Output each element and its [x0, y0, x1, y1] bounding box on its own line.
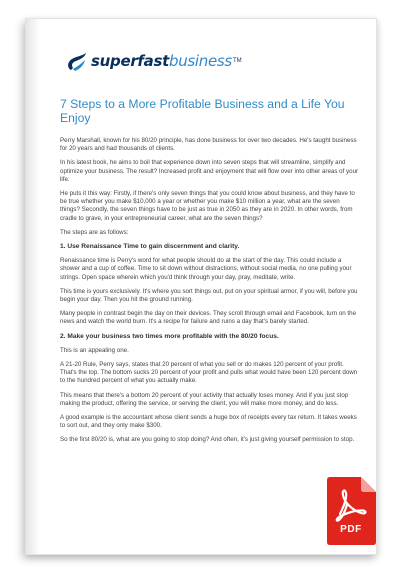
paragraph: So the first 80/20 is, what are you going to stop doing? And often, it's just giving yourself permission to stop.: [60, 436, 355, 444]
logo-wordmark-business: business: [168, 52, 232, 70]
logo-trademark: TM: [232, 58, 242, 64]
document-title: 7 Steps to a More Profitable Business and a Life You Enjoy: [60, 97, 345, 125]
paragraph: Perry Marshall, known for his 80/20 principle, has done business for over two decades. He's taught business for 20 years and had thousands of clients.: [60, 137, 357, 153]
paragraph: In his latest book, he aims to boil that experience down into seven steps that will streamline, simplify and optimize your business. The result? Increased profit and enjoyment that will flow over into other areas of your life.: [60, 159, 359, 183]
logo-wordmark: [91, 52, 232, 70]
pdf-download-badge[interactable]: [323, 476, 379, 546]
paragraph: A good example is the accountant whose client sends a huge box of receipts every tax return. It takes weeks to sort out, and they only make $300.: [60, 414, 357, 430]
pdf-label: PDF: [340, 524, 362, 535]
paragraph: This time is yours exclusively. It's where you sort things out, put on your spiritual armor, if you will, before you begin your day. Then you hit the ground running.: [60, 287, 358, 304]
paragraph: This is an appealing one.: [60, 346, 129, 354]
document-body: [60, 97, 360, 451]
logo-wordmark-superfast: superfast: [91, 52, 169, 70]
paragraph: Renaissance time is Perry's word for what people should do at the start of the day. This could include a shower and a cup of coffee. Time to sit down without distractions, without social media, no one pulling your strings. Open space wherein which you'd think through your day, pray, meditate, write.: [60, 257, 352, 281]
document-page: [25, 18, 377, 555]
section-heading: 2. Make your business two times more profitable with the 80/20 focus.: [60, 332, 279, 340]
paragraph: This means that there's a bottom 20 percent of your activity that actually loses money. And if you just stop making the product, offering the service, or serving the client, you will make more money, and do less.: [60, 391, 349, 407]
paragraph: The steps are as follows:: [60, 228, 129, 236]
superfast-business-logo: [64, 46, 242, 76]
section-heading: 1. Use Renaissance Time to gain discernment and clarity.: [60, 243, 240, 251]
logo-swoosh-icon: [64, 48, 90, 74]
paragraph: A 21-20 Rule, Perry says, states that 20 percent of what you sell or do makes 120 percent of your profit. That's the top. The bottom sucks 20 percent of your profit and pulls what would have been 120 percent down to the hundred percent of what you actually make.: [60, 361, 358, 385]
paragraph: He puts it this way: Firstly, if there's only seven things that you could know about business, and they have to be true whether you make $10,000 a year or whether you make $10 million a year, what are the seven things? Secondly, the seven things have to be just as true in 2050 as they are in 2020. In other words, from cradle to grave, in your entrepreneurial career, what are the seven things?: [60, 190, 355, 222]
acrobat-pdf-icon: [323, 476, 379, 546]
paragraph: Many people in contrast begin the day on their devices. They scroll through email and Facebook, turn on the news and watch the world burn. It's a recipe for failure and ruins a day that's barely started.: [60, 310, 357, 326]
